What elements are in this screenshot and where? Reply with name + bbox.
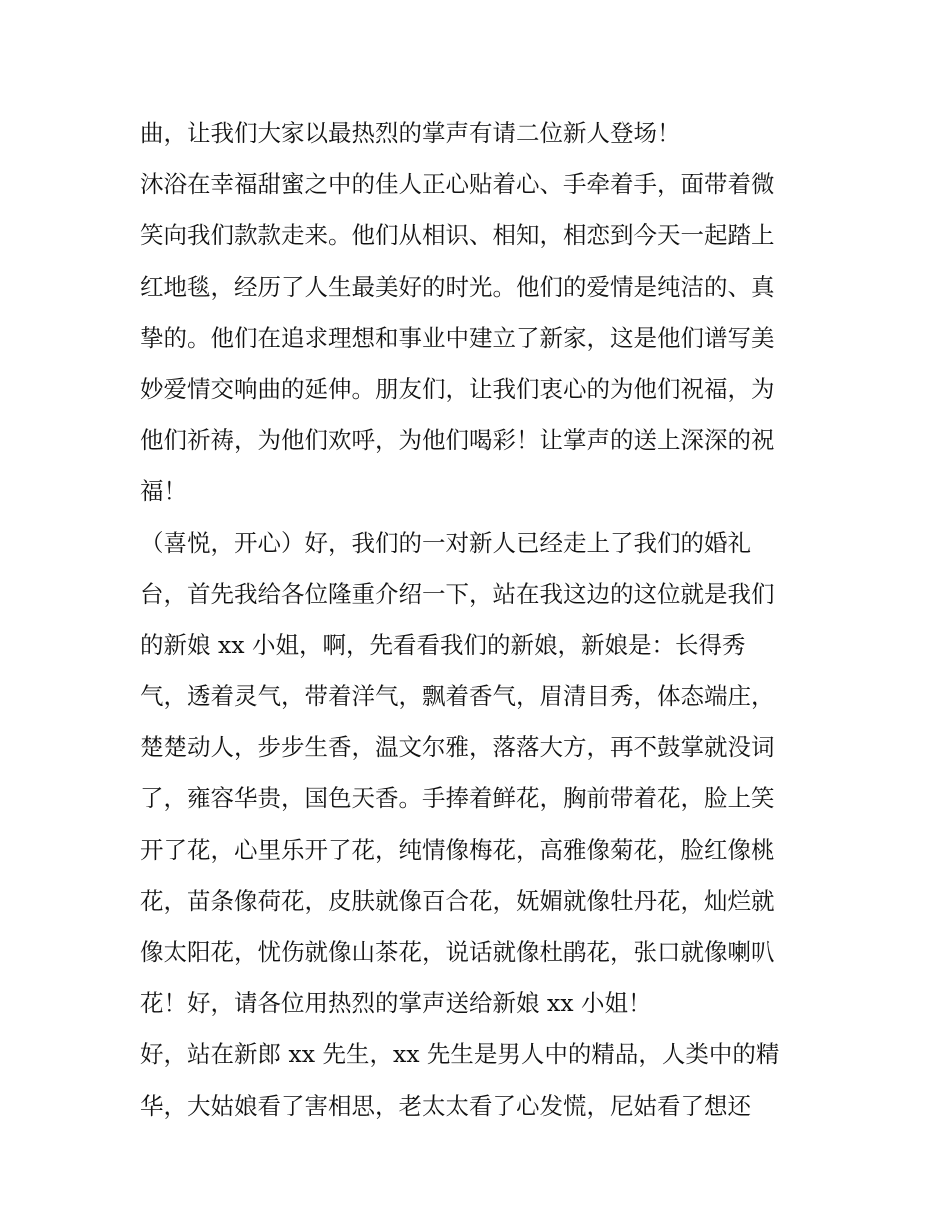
text-line: 的新娘 xx 小姐，啊，先看看我们的新娘，新娘是：长得秀 — [140, 630, 746, 659]
text-line: 台，首先我给各位隆重介绍一下，站在我这边的这位就是我们 — [140, 579, 775, 608]
text-line: 花！好，请各位用热烈的掌声送给新娘 xx 小姐！ — [140, 989, 652, 1018]
text-line: 妙爱情交响曲的延伸。朋友们，让我们衷心的为他们祝福，为 — [140, 374, 775, 403]
text-line: 他们祈祷，为他们欢呼，为他们喝彩！让掌声的送上深深的祝 — [140, 426, 775, 455]
text-line: 像太阳花，忧伤就像山茶花，说话就像杜鹃花，张口就像喇叭 — [140, 938, 775, 966]
text-line: 华，大姑娘看了害相思，老太太看了心发慌，尼姑看了想还 — [140, 1091, 751, 1120]
text-line: 气，透着灵气，带着洋气，飘着香气，眉清目秀，体态端庄， — [140, 682, 775, 711]
text-line: 曲，让我们大家以最热烈的掌声有请二位新人登场！ — [140, 119, 681, 147]
text-line: 福！ — [140, 477, 187, 506]
text-line: 沐浴在幸福甜蜜之中的佳人正心贴着心、手牵着手，面带着微 — [140, 170, 775, 199]
text-line: （喜悦，开心）好，我们的一对新人已经走上了我们的婚礼 — [140, 528, 751, 557]
text-line: 笑向我们款款走来。他们从相识、相知，相恋到今天一起踏上 — [140, 221, 775, 250]
document-body-text — [140, 108, 820, 1132]
text-line: 开了花，心里乐开了花，纯情像梅花，高雅像菊花，脸红像桃 — [140, 835, 775, 864]
text-line: 挚的。他们在追求理想和事业中建立了新家，这是他们谱写美 — [140, 323, 775, 352]
text-line: 花，苗条像荷花，皮肤就像百合花，妩媚就像牡丹花，灿烂就 — [140, 886, 775, 915]
text-line: 了，雍容华贵，国色天香。手捧着鲜花，胸前带着花，脸上笑 — [140, 784, 775, 813]
text-line: 好，站在新郎 xx 先生，xx 先生是男人中的精品，人类中的精 — [140, 1040, 780, 1069]
text-line: 红地毯，经历了人生最美好的时光。他们的爱情是纯洁的、真 — [140, 272, 775, 301]
text-line: 楚楚动人，步步生香，温文尔雅，落落大方，再不鼓掌就没词 — [140, 733, 775, 762]
